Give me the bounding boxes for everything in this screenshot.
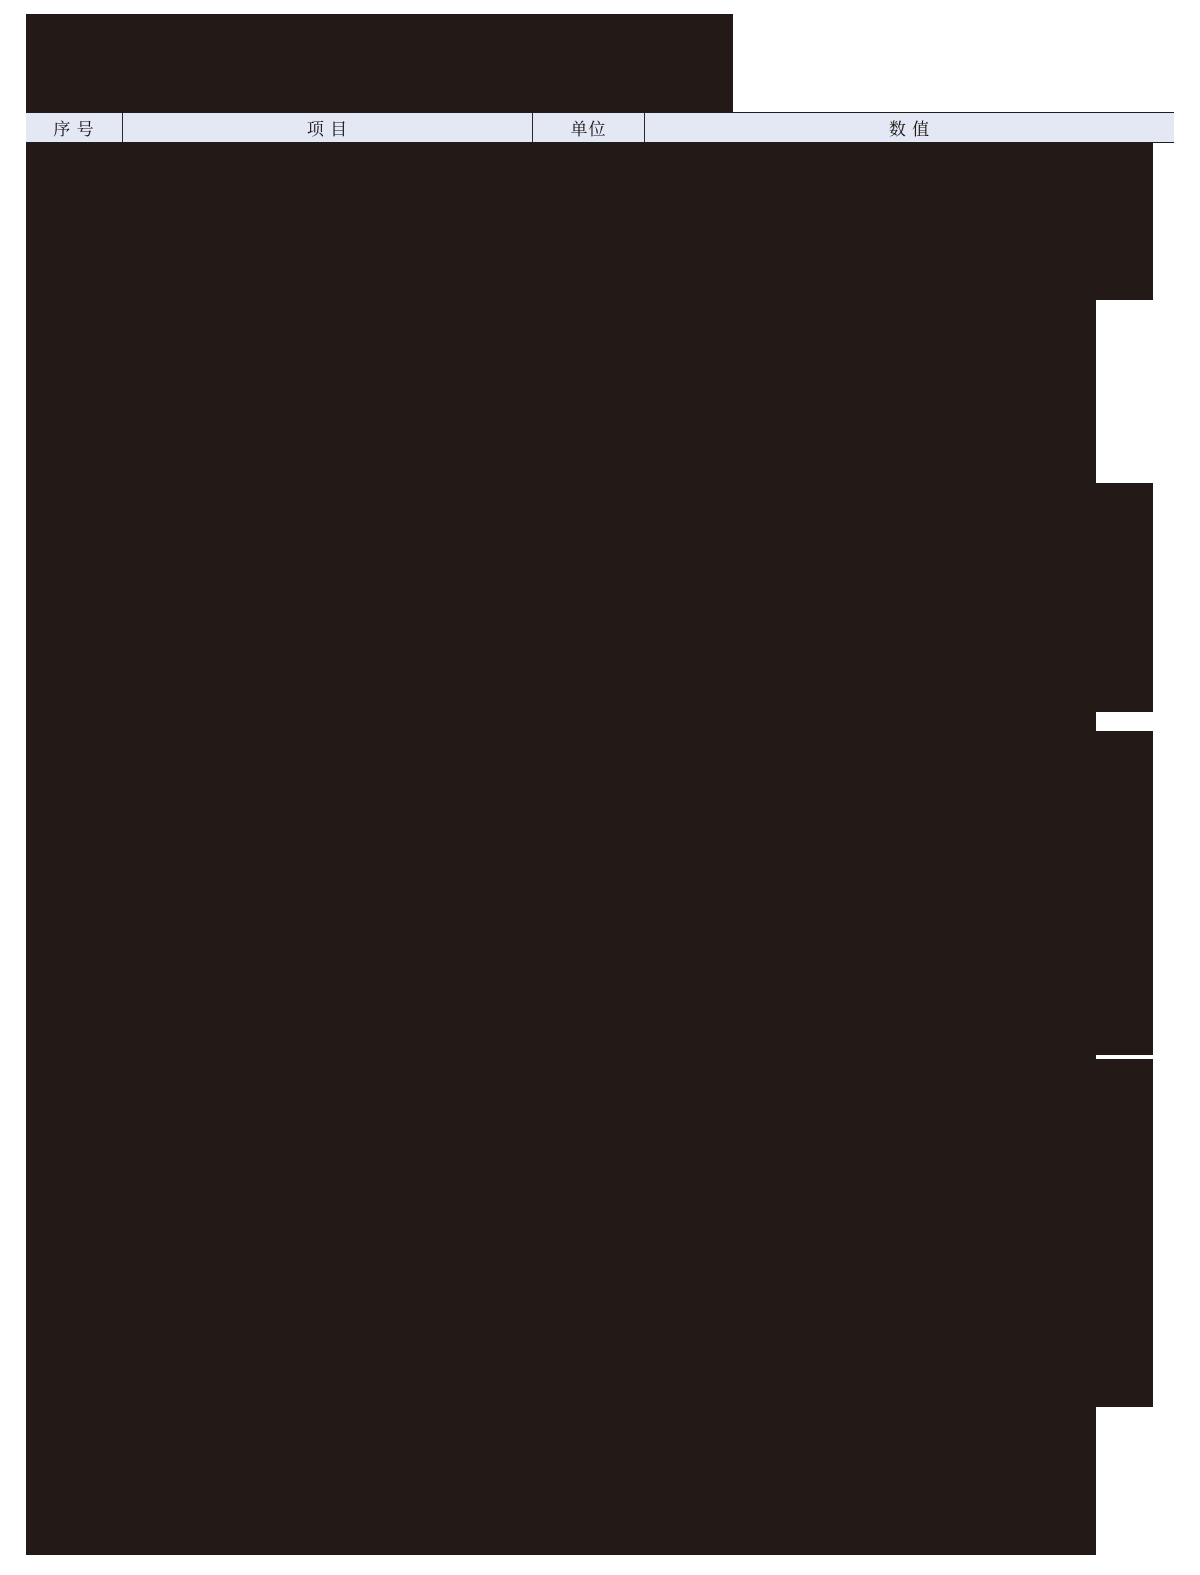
- redaction-body-upper: [26, 143, 1153, 300]
- redaction-body-mid: [26, 483, 1153, 712]
- column-header-unit: 单位: [532, 113, 644, 142]
- table-header-row: [26, 112, 1174, 143]
- redaction-body-mid-lower: [26, 731, 1153, 1053]
- redaction-top-block: [26, 14, 733, 112]
- column-header-item: 项 目: [122, 113, 532, 142]
- redaction-body-lower: [26, 1059, 1153, 1407]
- column-header-seq: 序 号: [53, 120, 95, 139]
- redaction-body-mid-strip: [26, 712, 1096, 731]
- redaction-body-left: [26, 300, 1096, 483]
- column-header-value: 数 值: [644, 113, 1174, 142]
- value-column-rule: [731, 1053, 1153, 1055]
- redaction-body-footer: [26, 1407, 1096, 1555]
